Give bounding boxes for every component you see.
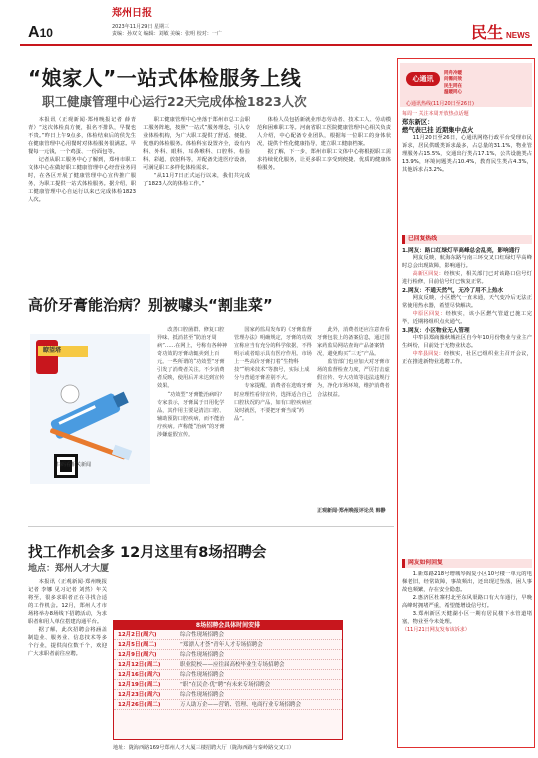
paragraph: 此外，消费者还应注意查看牙膏包装上的备案信息，通过国家药监局网站查询产品备案情况，避免购买“三无”产品。 xyxy=(317,327,390,358)
lixun-sidebar xyxy=(397,58,535,748)
replied-list xyxy=(402,247,532,555)
tag: 问需问效 xyxy=(444,77,462,83)
paragraph: 本报讯（正观新闻·郑州晚报记者 薛青青）“这次体检真方便，报名不排队，早餐也不贵。”昨日上午9点多，体检结束后的侯先生在健康管理中心用餐时对体检服务很满意。早餐每一元钱，一个鸡蛋、一份面包等。 xyxy=(28,117,136,156)
paragraph: 据了解，下一步，郑州市职工文体中心将根据职工需求持续优化服务，让更多职工享受到便捷、优质的健康体检服务。 xyxy=(257,149,391,172)
page-letter: A xyxy=(28,24,40,41)
issue-title: 1.网友：路口红绿灯早高峰总会乱亮，影响通行 xyxy=(402,248,520,254)
masthead-brand: 郑州日报 xyxy=(112,8,152,19)
paragraph: 网友反映，航海东路与南三环交叉口红绿灯早高峰时总会出现故障，影响通行。 xyxy=(402,255,532,270)
paragraph: 职工健康管理中心坐落于郑州市总工会职工服务阵地，按照“一站式”服务理念，引入专业体检机构，为广大职工提供了舒适、便捷、优惠的体检服务。体检科室设置齐全，设有内科、外科、眼科、耳鼻喉科、口腔科、检验科、彩超、放射科等，并配备先进医疗设备，可满足职工多样化体检需求。 xyxy=(143,117,250,172)
section-bar-pending: 网友如何回复 xyxy=(402,559,532,568)
job-fair-schedule xyxy=(113,620,343,740)
schedule-row xyxy=(114,640,342,650)
story3-headline: 找工作机会多 12月这里有8场招聘会 xyxy=(28,545,267,561)
paragraph: 国家药监局发布的《牙膏监督管理办法》明确规定，牙膏的功效宣称应当有充分的科学依据，不得明示或者暗示具有医疗作用。市场上一些高价牙膏打着“生物科技”“纳米技术”等旗号，实际上成分与普通牙膏差别不大。 xyxy=(234,327,312,382)
divider xyxy=(28,526,394,527)
story1-subhead: 职工健康管理中心运行22天完成体检1823人次 xyxy=(42,94,307,109)
schedule-row xyxy=(114,690,342,700)
tag: 民生同在 xyxy=(444,83,462,89)
schedule-event: “郑漂人才荟”青年人才专场招聘会 xyxy=(180,642,263,648)
pending-list xyxy=(402,571,532,745)
reply-label: 高新区回复： xyxy=(412,270,444,277)
paragraph: 专家提醒，消费者在选购牙膏时应理性看待宣传，选择适合自己口腔状况的产品，如有口腔疾病应及时就医，不要把牙膏当成“药品”。 xyxy=(234,383,312,422)
page-header xyxy=(20,0,532,44)
schedule-row xyxy=(114,630,342,640)
lixun-intro xyxy=(402,111,532,175)
section-en: NEWS xyxy=(506,31,530,40)
schedule-date: 12月19日(周二) xyxy=(118,682,161,688)
reply-text: 经核实，相关部门已对该路口信号灯进行检修，目前信号灯已恢复正常。 xyxy=(402,270,532,285)
schedule-event: 综合性现场招聘会 xyxy=(180,692,225,698)
story2-col3 xyxy=(317,326,393,506)
section-cn: 民生 xyxy=(470,23,503,42)
schedule-event: 万人助万企——营销、管理、电商行业专场招聘会 xyxy=(180,702,302,708)
qr-caption: 扫码看相关新闻 xyxy=(56,462,92,468)
section-bar-replied: 已回复热线 xyxy=(402,235,532,244)
story1-headline: “娘家人”一站式体检服务上线 xyxy=(28,66,302,90)
schedule-date: 12月23日(周六) xyxy=(118,692,161,698)
reply-label: 中原区回复： xyxy=(412,310,446,317)
tag: 同舟冷暖 xyxy=(444,71,462,76)
schedule-title: 8场招聘会具体时间安排 xyxy=(114,621,342,630)
job-fair-address: 地址：陇海西路169号郑州人才大厦三楼招聘大厅（陇海西路与秦岭路交叉口） xyxy=(113,745,295,751)
paragraph: 监管部门也应加大对牙膏市场的监督检查力度，严厉打击虚假宣传、夸大功效等违法违规行为，净化市场环境，维护消费者合法权益。 xyxy=(317,359,390,398)
schedule-row xyxy=(114,660,342,670)
header-rule xyxy=(20,44,532,46)
editor-line: 责编：孙双文 编辑：刘敏 美编：张明 校对：一广 xyxy=(112,30,222,37)
lixun-label: 心通讯热线(11月20日至26日) xyxy=(406,101,474,107)
schedule-row xyxy=(114,700,342,710)
story3-subhead: 地点：郑州人才大厦 xyxy=(28,564,110,574)
paragraph: 本报讯（正观新闻·郑州晚报记者 李娜 见习记者 刘然）年关将至，很多求职者正在寻找合适的工作机会。12月，郑州人才市场将举办8场线下招聘活动，为求职者和用人单位搭建沟通平台。 xyxy=(28,579,107,626)
story1-col2 xyxy=(143,116,250,276)
story2-col2 xyxy=(234,326,312,526)
issue-title: 3.网友：小区物业无人管理 xyxy=(402,327,470,334)
schedule-row xyxy=(114,670,342,680)
story3-col1 xyxy=(28,578,107,746)
schedule-row xyxy=(114,650,342,660)
paragraph: 改善口腔菌群、修复口腔异味、抵消甚至“防治牙周病”……在网上，号称有各种神奇功效的牙膏动辄卖到上百元。一些所谓的“功效型”牙膏引发了消费者关注。不少消费者反映，使用后并未达到宣传效果。 xyxy=(157,327,228,390)
paragraph: 体检人员包括新就业形态劳动者、技术工人、劳动模范和困难职工等。河南省职工医院健康管理中心相关负责人介绍，中心配备专业团队，根据每一位职工的身体状况，提供个性化健康指导，建立职工健康档案。 xyxy=(257,117,391,148)
lixun-logo: 心通讯 xyxy=(406,72,440,86)
schedule-event: 职业院校——应往届高校毕业生专场招聘会 xyxy=(180,662,285,668)
schedule-event: 综合性现场招聘会 xyxy=(180,632,225,638)
schedule-date: 12月16日(周六) xyxy=(118,672,161,678)
tag: 温暖同心 xyxy=(444,89,462,95)
paragraph: 记者从职工服务中心了解到，郑州市职工文体中心在做好职工健康管理中心经营业务同时，在各区开展了健康管理中心宣传推广服务，为职工提供一站式体检服务。据介绍，职工健康管理中心自运行以来已完成体检1823人次。 xyxy=(28,157,136,204)
schedule-rows xyxy=(114,630,342,710)
schedule-date: 12月12日(周二) xyxy=(118,662,161,668)
paragraph: 据了解，此次招聘会将涵盖制造业、服务业、信息技术等多个行业，提供岗位数千个，欢迎广大求职者前往应聘。 xyxy=(28,627,107,658)
schedule-event: “职”在民企·优“聘”有未来专场招聘会 xyxy=(180,682,271,688)
lixun-banner xyxy=(400,63,532,107)
story2-col1 xyxy=(157,326,229,526)
date-line: 2023年11月29日 星期三 xyxy=(112,24,170,30)
schedule-date: 12月2日(周六) xyxy=(118,632,157,638)
lixun-tags xyxy=(444,71,462,96)
issue-title: 2.网友：不通天然气，无冷了用不上热水 xyxy=(402,287,504,294)
intro-heading: 郑东新区： xyxy=(402,118,434,126)
story1-col3 xyxy=(257,116,391,276)
column-badge: 瞭望塔 xyxy=(38,346,66,356)
schedule-date: 12月5日(周二) xyxy=(118,642,157,648)
note: （11月21日网友发布该诉求） xyxy=(402,626,470,633)
reply-label: 中牟县回复： xyxy=(412,350,444,357)
paragraph: “从11月7日正式运行以来，我们共完成了1823人次的体检工作。” xyxy=(143,173,250,188)
schedule-event: 综合性现场招聘会 xyxy=(180,672,225,678)
page-number xyxy=(28,24,53,42)
schedule-date: 12月26日(周二) xyxy=(118,702,161,708)
paragraph: 网友反映，小区燃气一直未通，天气变冷后无法正常使用热水器，希望尽快解决。 xyxy=(402,294,532,309)
reply-text: 经核实，社区已组织业主召开会议，正在推进新物业选聘工作。 xyxy=(402,350,532,365)
section-label xyxy=(471,20,530,43)
date-meta xyxy=(112,24,222,37)
paragraph: 1.新郑路218号增城琴阁复小区10号楼一单元的电梯老旧，经常故障，事故频出，还出现过坠落，困人事故也频繁，存在安全隐患。 xyxy=(402,571,532,593)
intro-subheading: 燃气表已挂 近期集中点火 xyxy=(402,126,474,134)
story2-byline: 正观新闻·郑州晚报评论员 韩静 xyxy=(317,508,386,514)
story2-headline: 高价牙膏能治病？别被噱头“割韭菜” xyxy=(28,296,273,314)
schedule-event: 综合性现场招聘会 xyxy=(180,652,225,658)
paragraph: 3.郑州新区天健湖小区一期有居民楼下水管道堵塞，物业至今未处理。 xyxy=(402,610,532,625)
paragraph: “功效型”牙膏能治病吗？专家表示，牙膏属于日用化学品，其作用主要是清洁口腔、辅助预防口腔疾病，而不能治疗疾病。声称能“治病”的牙膏涉嫌虚假宣传。 xyxy=(157,391,225,438)
schedule-row xyxy=(114,680,342,690)
schedule-date: 12月9日(周六) xyxy=(118,652,157,658)
story1-col1 xyxy=(28,116,136,276)
page-number-digits: 10 xyxy=(39,26,53,40)
paragraph: 11月20日至26日，心通讯网络行政平台受理市民诉求，居民供暖类诉求最多，占总量的31.1%，物业管理服务占15.5%，交通出行类占17.1%，公共设施类占13.9%，环境问题类占10.4%，教育民生类占4.3%，其他诉求占3.2%。 xyxy=(402,134,532,173)
paragraph: 中牟县郑商豫秋城社区自今年10月份物业与业主产生纠纷，目前处于无物业状态。 xyxy=(402,334,532,349)
edition-note: 每周一 关注本周开放热点话题 xyxy=(402,111,469,117)
paragraph: 2.惠济区杜寨村北至东风渠路口有大车通行，早晚高峰时拥堵严重，希望能增设信号灯。 xyxy=(402,594,532,609)
reply-text: 经核实，该小区燃气管道已施工完毕，近期将组织点火通气。 xyxy=(402,310,532,325)
